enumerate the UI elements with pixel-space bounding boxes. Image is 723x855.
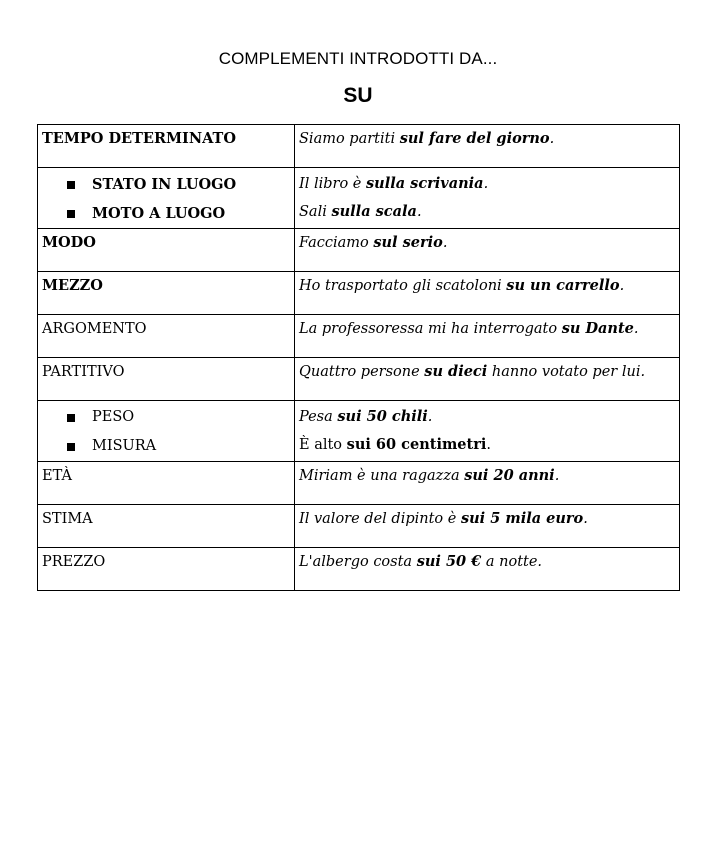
example-sentence [295,401,680,462]
table-row [38,229,680,272]
table-row [38,125,680,168]
complement-name: STIMA [38,505,295,548]
list-item [64,199,290,228]
example-highlight: su dieci [424,363,488,380]
example-sentence [295,358,680,401]
complements-table [37,124,680,591]
complement-name: PREZZO [38,548,295,591]
example-text: . [549,131,555,147]
page-subtitle: SU [343,84,373,107]
example-sentence [295,315,680,358]
complement-name: ETÀ [38,462,295,505]
example-text: a notte. [481,554,543,570]
example-highlight: sulla scrivania [366,175,484,192]
square-bullet-icon [67,181,75,189]
example-sentence [295,125,680,168]
example-highlight: su un carrello [506,277,620,294]
complement-name-list [38,168,295,229]
example-text: Il libro è [299,176,366,192]
complement-name: TEMPO DETERMINATO [38,125,295,168]
example-text: . [416,204,422,220]
complement-name: ARGOMENTO [38,315,295,358]
square-bullet-icon [67,210,75,218]
example-sentence [295,548,680,591]
complement-name: STATO IN LUOGO [92,176,237,193]
table-row [38,548,680,591]
table-row [38,168,680,229]
example-highlight: sui 50 chili [337,408,428,425]
example-highlight: sul fare del giorno [399,130,550,147]
complement-name: MISURA [92,438,157,454]
list-item [64,432,290,461]
example-highlight: su Dante [561,320,634,337]
example-text: . [619,278,625,294]
example-highlight: sui 50 € [416,553,482,570]
example-sentence [295,229,680,272]
example-text: . [442,235,448,251]
square-bullet-icon [67,443,75,451]
bullet-list [42,403,290,461]
list-item [64,170,290,199]
table-row [38,358,680,401]
example-text: Il valore del dipinto è [299,511,461,527]
complement-name: MODO [38,229,295,272]
square-bullet-icon [67,414,75,422]
table-row [38,272,680,315]
table-row [38,505,680,548]
example-text: . [486,437,491,453]
example-sentence [295,168,680,229]
table-row [38,462,680,505]
example-line [299,431,675,459]
bullet-list [42,170,290,228]
page-title: COMPLEMENTI INTRODOTTI DA... [218,49,498,68]
example-highlight: sulla scala [331,203,417,220]
example-sentence [295,505,680,548]
example-highlight: sul serio [373,234,443,251]
example-text: . [427,409,433,425]
complement-name: MEZZO [38,272,295,315]
example-sentence [295,462,680,505]
example-text: Miriam è una ragazza [299,468,465,484]
example-highlight: sui 5 mila euro [460,510,584,527]
example-text: L'albergo costa [299,554,417,570]
example-text: Sali [299,204,332,220]
complement-name: MOTO A LUOGO [92,205,226,222]
example-text: . [483,176,489,192]
table-row [38,401,680,462]
example-text: . [633,321,639,337]
example-text: Ho trasportato gli scatoloni [299,278,507,294]
complement-name: PESO [92,409,135,425]
example-line [299,170,675,198]
example-text: hanno votato per lui. [487,364,646,380]
example-text: . [554,468,560,484]
example-highlight: sui 60 centimetri [346,436,487,453]
example-line [299,403,675,431]
example-text: . [583,511,588,527]
example-sentence [295,272,680,315]
example-text: Facciamo [299,235,374,251]
example-text: Pesa [299,409,338,425]
example-highlight: sui 20 anni [464,467,555,484]
example-text: Quattro persone [299,364,425,380]
example-text: Siamo partiti [299,131,400,147]
example-text: È alto [299,437,347,453]
example-line [299,198,675,226]
complement-name: PARTITIVO [38,358,295,401]
table-row [38,315,680,358]
complement-name-list [38,401,295,462]
list-item [64,403,290,432]
example-text: La professoressa mi ha interrogato [299,321,562,337]
